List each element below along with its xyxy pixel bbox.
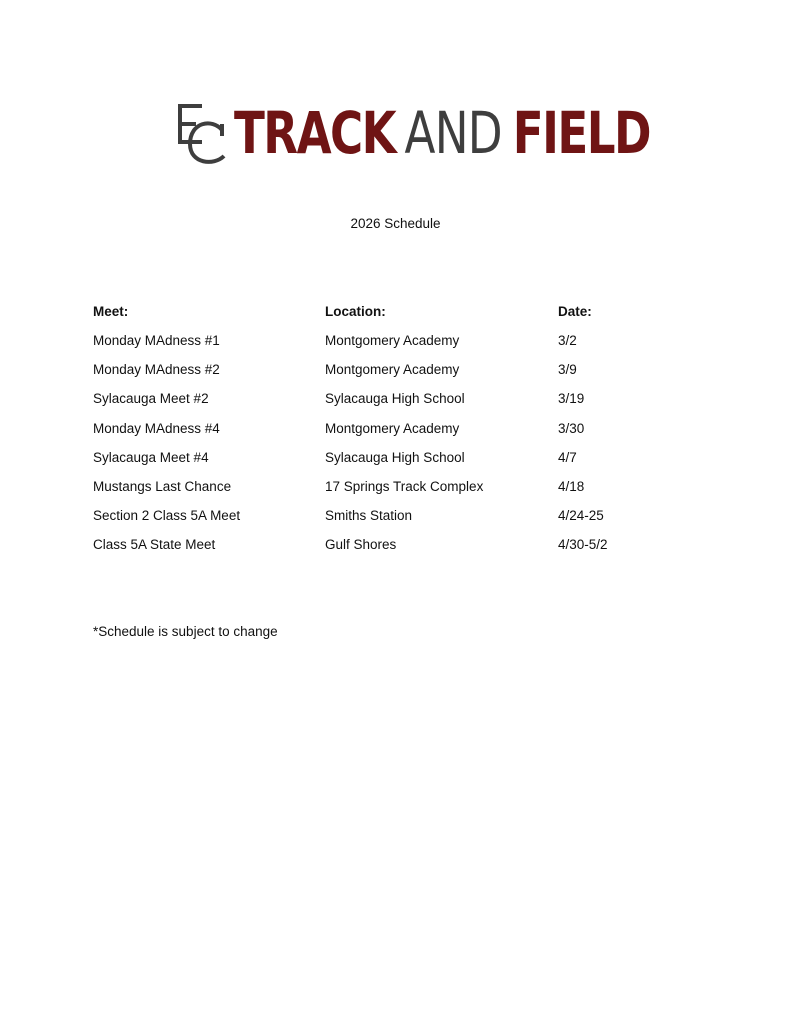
meet-cell: Monday MAdness #4 <box>93 421 220 436</box>
header-meet: Meet: <box>93 304 129 319</box>
date-cell: 4/30-5/2 <box>558 537 608 552</box>
meet-cell: Class 5A State Meet <box>93 537 216 552</box>
table-row <box>0 479 791 499</box>
meet-cell: Monday MAdness #1 <box>93 333 220 348</box>
header-location: Location: <box>325 304 386 319</box>
location-cell: Montgomery Academy <box>325 362 460 377</box>
meet-cell: Section 2 Class 5A Meet <box>93 508 241 523</box>
date-cell: 3/19 <box>558 391 585 406</box>
date-cell: 3/2 <box>558 333 577 348</box>
meet-cell: Sylacauga Meet #2 <box>93 391 209 406</box>
location-cell: Sylacauga High School <box>325 391 465 406</box>
date-cell: 4/18 <box>558 479 585 494</box>
table-header-row <box>0 304 791 324</box>
meet-cell: Sylacauga Meet #4 <box>93 450 209 465</box>
meet-cell: Monday MAdness #2 <box>93 362 220 377</box>
location-cell: Gulf Shores <box>325 537 397 552</box>
logo-word-field: FIELD <box>512 99 650 167</box>
date-cell: 3/9 <box>558 362 577 377</box>
table-row <box>0 450 791 470</box>
location-cell: Montgomery Academy <box>325 333 460 348</box>
table-row <box>0 362 791 382</box>
date-cell: 4/24-25 <box>558 508 604 523</box>
table-row <box>0 391 791 411</box>
location-cell: Montgomery Academy <box>325 421 460 436</box>
table-row <box>0 333 791 353</box>
logo-word-and: AND <box>404 99 502 167</box>
logo-wordmark <box>234 100 650 166</box>
track-and-field-logo <box>172 99 650 167</box>
location-cell: Sylacauga High School <box>325 450 465 465</box>
table-row <box>0 421 791 441</box>
location-cell: 17 Springs Track Complex <box>325 479 484 494</box>
table-row <box>0 508 791 528</box>
ec-monogram-icon <box>172 100 228 166</box>
meet-cell: Mustangs Last Chance <box>93 479 232 494</box>
header-date: Date: <box>558 304 592 319</box>
date-cell: 4/7 <box>558 450 577 465</box>
location-cell: Smiths Station <box>325 508 413 523</box>
schedule-footnote: *Schedule is subject to change <box>93 624 278 639</box>
schedule-title: 2026 Schedule <box>350 216 441 231</box>
date-cell: 3/30 <box>558 421 585 436</box>
table-row <box>0 537 791 557</box>
logo-word-track: TRACK <box>234 99 396 167</box>
